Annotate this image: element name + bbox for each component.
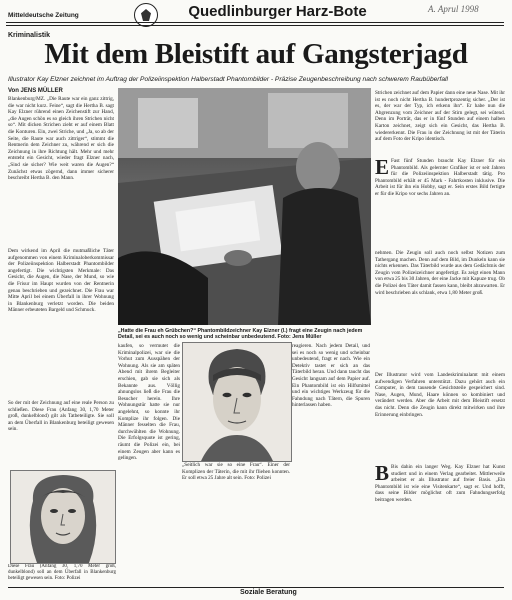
body-col5-d [375, 464, 505, 584]
body-text: Bis dahin ein langer Weg. Kay Elzner hat Kunst studiert und in einem Verlag gearbeitet. Mittlerweile arbeitet er als Illustrator auf freier Basis. „Ein Phantombild ist wie eine Visitenkarte“, sagt er. Und hofft, dass seine Bilder möglichst oft zum Fahndungserfolg beitragen werden. [375, 464, 505, 503]
drop-cap: E [375, 158, 390, 179]
body-col1-c [8, 400, 114, 470]
body-text: Fast fünf Stunden braucht Kay Elzner für ein Phantombild. Als gelernter Grafiker ist er seit Jahren für die Polizeiinspektion Halberstadt tätig. Pro Phantombild erhält er 45 Mark - Fahrtkosten inklusive. Die Arbeit ist für ihn ein Hobby, sagt er. Sein erstes Bild fertigte er für die Kripo vor sechs Jahren an. [375, 158, 505, 197]
masthead-divider-thin [6, 25, 504, 26]
body-text: nehmen. Die Zeugin soll auch noch selbst Notizen zum Tathergang machen. Denn auf dem Bild, im Dunkeln kann sie nichts erkennen. Das Täterbild wurde aus dem Gedächtnis der Zeugin vom Polizeizeichner angefertigt. Es zeigt einen Mann von etwa 25 bis 30 Jahren, der eine Jacke mit Kapuze trug. Ob die Polizei den Täter damit fassen kann, bleibt abzuwarten. Er wird beschrieben als schlank, etwa 1,80 Meter groß. [375, 250, 505, 296]
body-text: Strichen zeichnet auf dem Papier dann eine neue Nase. Mit ihr ist es noch nicht Hertha B. hundertprozentig sicher. „Der ist es, der war der Typ, ich erkenn ihn“. Er habe nun die Abgrenzung vom Zeichner auf der Stirn gelegt, sei wütend. Denn im Porträt, das er in fünf Stunden auf einem halben Karton zeichnet, zeigt sich ein Gesicht, das Hertha B. wiedererkennt. Die Frau in der Zeichnung ist mit der Täterin auf dem Foto der Kripo identisch. [375, 90, 505, 143]
body-text: kaufen, so vermutet die Kriminalpolizei, war sie die Vorhut zum Ausspähen der Wohnung. Als sie am späten Abend mit ihrem Begleiter erschien, gab sie sich als Bekannte aus. Völlig ahnungslos ließ die Frau die Besucher herein. Ihre Wohnungstür hatte sie nur angelehnt, so konnte ihr Komplize ihr folgen. Die Männer fesselten die Frau, durchwühlten die Wohnung. Die Erfolgsquote ist gering, räumt die Polizei ein, bei einem Zeugen aber kann es gelingen. [118, 343, 180, 462]
subheadline: Illustrator Kay Elzner zeichnet im Auftrag der Polizeiinspektion Halberstadt Phantombilder - Präzise Zeugenbeschreibung nach schwerem Raubüberfall [8, 76, 448, 83]
phantom-sketch-woman [10, 470, 116, 564]
body-text: Dem wirkend im April die mutmaßliche Täter aufgenommen von einem Kriminaloberkommissar der Polizeiinspektion Halberstadt Phantombilder angefertigt. Die wichtigsten Merkmale: Das Gesicht, die Augen, die Nase, der Mund, so wie die Frisur im Haupt wurden von der Rentnerin genau beschrieben und gezeichnet. Die Frau war Mitte April bei einem Überfall in ihrer Wohnung in Blankenburg verletzt worden. Die beiden Männer erbeuteten Bargeld und Schmuck. [8, 248, 114, 314]
headline: Mit dem Bleistift auf Gangsterjagd [44, 38, 468, 70]
footer-divider [8, 587, 504, 588]
body-col4 [375, 250, 505, 370]
photo-caption: „Hatte die Frau eh Grübchen?“ Phantombildzeichner Kay Elzner (l.) fragt eine Zeugin nach jedem Detail, sei es auch noch so wenig und scheinbar unbedeutend. Foto: Jens Müller [118, 328, 363, 341]
section-kicker: Kriminalistik [8, 32, 51, 39]
regional-title: Quedlinburger Harz-Bote [188, 3, 367, 20]
next-section-title: Soziale Beratung [240, 589, 297, 596]
body-text: reagieren. Nach jedem Detail, und sei es noch so wenig und scheinbar unbedeutend, fragt er nach. Wie ein Detektiv tastet er sich an das Täterbild heran. Und dann taucht das Gesicht langsam auf dem Papier auf. Ein Phantombild ist ein Hilfsmittel und ein wichtiges Werkzeug für die Fahndung nach Tätern, die Spuren hinterlassen haben. [292, 343, 370, 409]
body-text: So der mit der Zeichnung auf eine reale Person zu schließen. Diese Frau (Anfang 30, 1,70 Meter groß, dunkelblond) gilt als Tatbeteiligte. Sie soll an dem Überfall in Blankenburg beteiligt gewesen sein. [8, 400, 114, 433]
body-text: Der Illustrator wird vom Landeskriminalamt mit einem aufwendigen Verfahren unterstützt. Dazu gehört auch ein Computer, in dem tausende Gesichtsteile gespeichert sind. Nase, Augen, Mund, Haare können so kombiniert und verändert werden. Aber die Arbeit mit dem Bleistift ersetzt das nicht. Denn die Zeugin kann direkt mitwirken und ihre Erinnerung einbringen. [375, 372, 505, 418]
body-col5-c [375, 372, 505, 462]
publication-name: Mitteldeutsche Zeitung [8, 12, 79, 19]
caption-text: „Seitlich war sie so eine Frau“. Einer der Komplizen der Täterin, die mit ihr fliehen konnten. Er soll etwa 25 Jahre alt sein. Foto: Polizei [182, 462, 290, 482]
body-col5-b [375, 158, 505, 248]
byline: Von JENS MÜLLER [8, 88, 63, 94]
masthead-divider [6, 22, 504, 23]
body-col2 [118, 343, 180, 583]
body-text: Blankenburg/MZ. „Die Raute war ein ganz zittrig, die war nicht kurz. Feine“, sagt die Hertha B. sagt Kay Elzner rührend einen Zeichenstift zur Hand, „die Augen schön es so gleich ihren Strichen nicht so“. Mit dicken Strichen zieht er auf einem Blatt die Konturen. Ein, zwei Striche, und „Ja, so ab der Seite, die Raute war auch zittriger“, stimmt die Rentnerin dem Zeichner zu, während er sich die Zeichnung in ihre Richtung hält. Mehr und mehr entsteht ein Gesicht, wieder fragt Elzner nach, „Sind sie sicher? Wie weit waren die Augen?“ Zunächst etwas zögernd, dann immer sicherer beschreibt Hertha B. den Mann. [8, 96, 114, 182]
sketch-man-caption [182, 462, 290, 584]
date-stamp: A. Aprul 1998 [428, 4, 479, 14]
phantom-sketch-man [182, 342, 292, 462]
drop-cap: B [375, 464, 390, 485]
sketch-woman-caption [8, 564, 116, 588]
body-col5-a [375, 90, 505, 156]
body-col1-a [8, 96, 114, 246]
body-col1-b [8, 248, 114, 398]
caption-text: Diese Frau (Anfang 30, 1,70 Meter groß, dunkelblond) soll an dem Überfall in Blankenburg beteiligt gewesen sein. Foto: Polizei [8, 564, 116, 581]
body-col3 [292, 343, 370, 583]
photo-witness-interview [118, 88, 371, 325]
